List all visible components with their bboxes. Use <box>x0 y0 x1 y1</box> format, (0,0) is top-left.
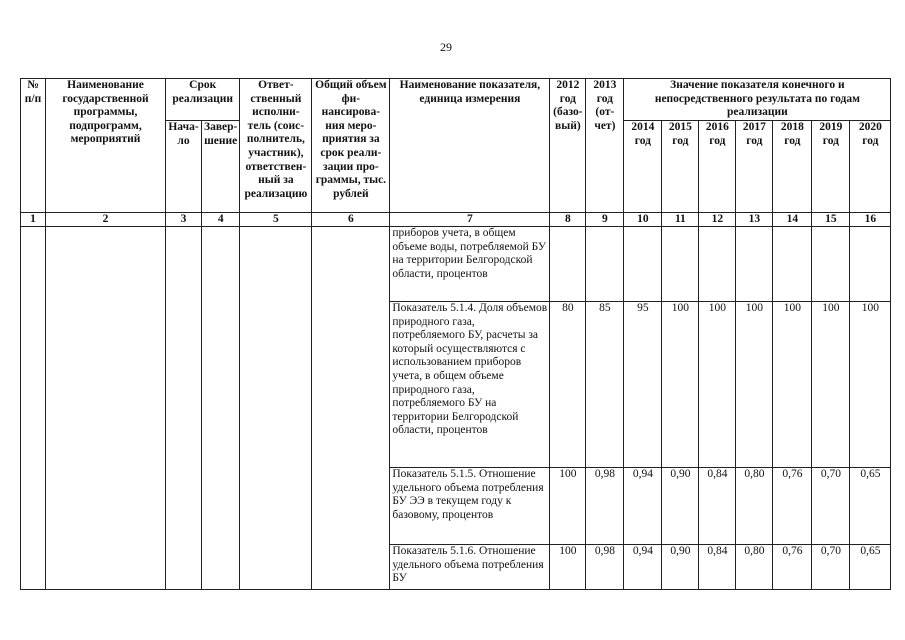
column-number: 2 <box>46 213 166 227</box>
column-number: 10 <box>624 213 662 227</box>
value-cell: 0,90 <box>662 468 699 545</box>
header-start: Нача-ло <box>166 121 202 213</box>
value-cell: 0,94 <box>624 468 662 545</box>
value-cell: 0,76 <box>773 545 812 590</box>
value-cell: 0,90 <box>662 545 699 590</box>
value-cell: 100 <box>773 302 812 468</box>
value-cell: 100 <box>550 468 586 545</box>
column-number: 5 <box>240 213 312 227</box>
header-year: 2017 год <box>736 121 773 213</box>
header-indicator-name: Наименование показателя, единица измерения <box>390 79 550 213</box>
value-cell: 100 <box>736 302 773 468</box>
indicator-name: приборов учета, в общем объеме воды, потребляемой БУ на территории Белгородской области, процентов <box>390 227 550 302</box>
start-cell <box>166 227 202 590</box>
header-year-2012: 2012 год (базо-вый) <box>550 79 586 213</box>
header-year: 2020 год <box>850 121 891 213</box>
column-number: 3 <box>166 213 202 227</box>
value-cell <box>550 227 586 302</box>
value-cell: 0,70 <box>812 545 850 590</box>
value-cell: 95 <box>624 302 662 468</box>
column-number: 12 <box>699 213 736 227</box>
value-cell <box>662 227 699 302</box>
header-program-name: Наименование государственной программы, подпрограмм, мероприятий <box>46 79 166 213</box>
column-number: 4 <box>202 213 240 227</box>
value-cell <box>699 227 736 302</box>
column-number: 6 <box>312 213 390 227</box>
value-cell: 0,84 <box>699 468 736 545</box>
header-year: 2014 год <box>624 121 662 213</box>
value-cell: 0,65 <box>850 468 891 545</box>
value-cell: 0,80 <box>736 545 773 590</box>
header-year: 2016 год <box>699 121 736 213</box>
value-cell: 0,80 <box>736 468 773 545</box>
value-cell: 100 <box>550 545 586 590</box>
end-cell <box>202 227 240 590</box>
header-end: Завер-шение <box>202 121 240 213</box>
value-cell <box>850 227 891 302</box>
column-number: 7 <box>390 213 550 227</box>
column-number: 13 <box>736 213 773 227</box>
value-cell: 0,70 <box>812 468 850 545</box>
value-cell: 100 <box>662 302 699 468</box>
column-number-row <box>21 213 891 227</box>
value-cell <box>736 227 773 302</box>
header-year: 2015 год <box>662 121 699 213</box>
header-values-by-year: Значение показателя конечного и непосредственного результата по годам реализации <box>624 79 891 121</box>
column-number: 11 <box>662 213 699 227</box>
responsible-cell <box>240 227 312 590</box>
program-cell <box>46 227 166 590</box>
value-cell <box>624 227 662 302</box>
value-cell: 0,76 <box>773 468 812 545</box>
indicator-name: Показатель 5.1.4. Доля объемов природного газа, потребляемого БУ, расчеты за который осуществляются с использованием приборов учета, в общем объеме природного газа, потребляемого БУ на территории Белгородской области, процентов <box>390 302 550 468</box>
value-cell: 100 <box>699 302 736 468</box>
header-year: 2018 год <box>773 121 812 213</box>
column-number: 14 <box>773 213 812 227</box>
value-cell <box>586 227 624 302</box>
indicator-name: Показатель 5.1.6. Отношение удельного объема потребления БУ <box>390 545 550 590</box>
header-period: Срок реализации <box>166 79 240 121</box>
funding-cell <box>312 227 390 590</box>
table-row <box>21 227 891 302</box>
value-cell: 0,84 <box>699 545 736 590</box>
value-cell: 100 <box>812 302 850 468</box>
indicator-name: Показатель 5.1.5. Отношение удельного объема потребления БУ ЭЭ в текущем году к базовому, процентов <box>390 468 550 545</box>
value-cell <box>812 227 850 302</box>
header-year-2013: 2013 год (от-чет) <box>586 79 624 213</box>
number-cell <box>21 227 46 590</box>
column-number: 15 <box>812 213 850 227</box>
value-cell: 85 <box>586 302 624 468</box>
column-number: 1 <box>21 213 46 227</box>
value-cell: 0,94 <box>624 545 662 590</box>
indicator-table <box>20 78 891 590</box>
header-responsible: Ответ-ственный исполни-тель (соис-полнитель, участник), ответствен-ный за реализацию <box>240 79 312 213</box>
header-year: 2019 год <box>812 121 850 213</box>
column-number: 8 <box>550 213 586 227</box>
page-number: 29 <box>440 40 452 54</box>
value-cell: 100 <box>850 302 891 468</box>
value-cell <box>773 227 812 302</box>
header-funding: Общий объем фи-нансирова-ния меро-приятия за срок реали-зации про-граммы, тыс. рублей <box>312 79 390 213</box>
header-number: № п/п <box>21 79 46 213</box>
column-number: 16 <box>850 213 891 227</box>
value-cell: 0,65 <box>850 545 891 590</box>
value-cell: 0,98 <box>586 468 624 545</box>
value-cell: 0,98 <box>586 545 624 590</box>
value-cell: 80 <box>550 302 586 468</box>
column-number: 9 <box>586 213 624 227</box>
